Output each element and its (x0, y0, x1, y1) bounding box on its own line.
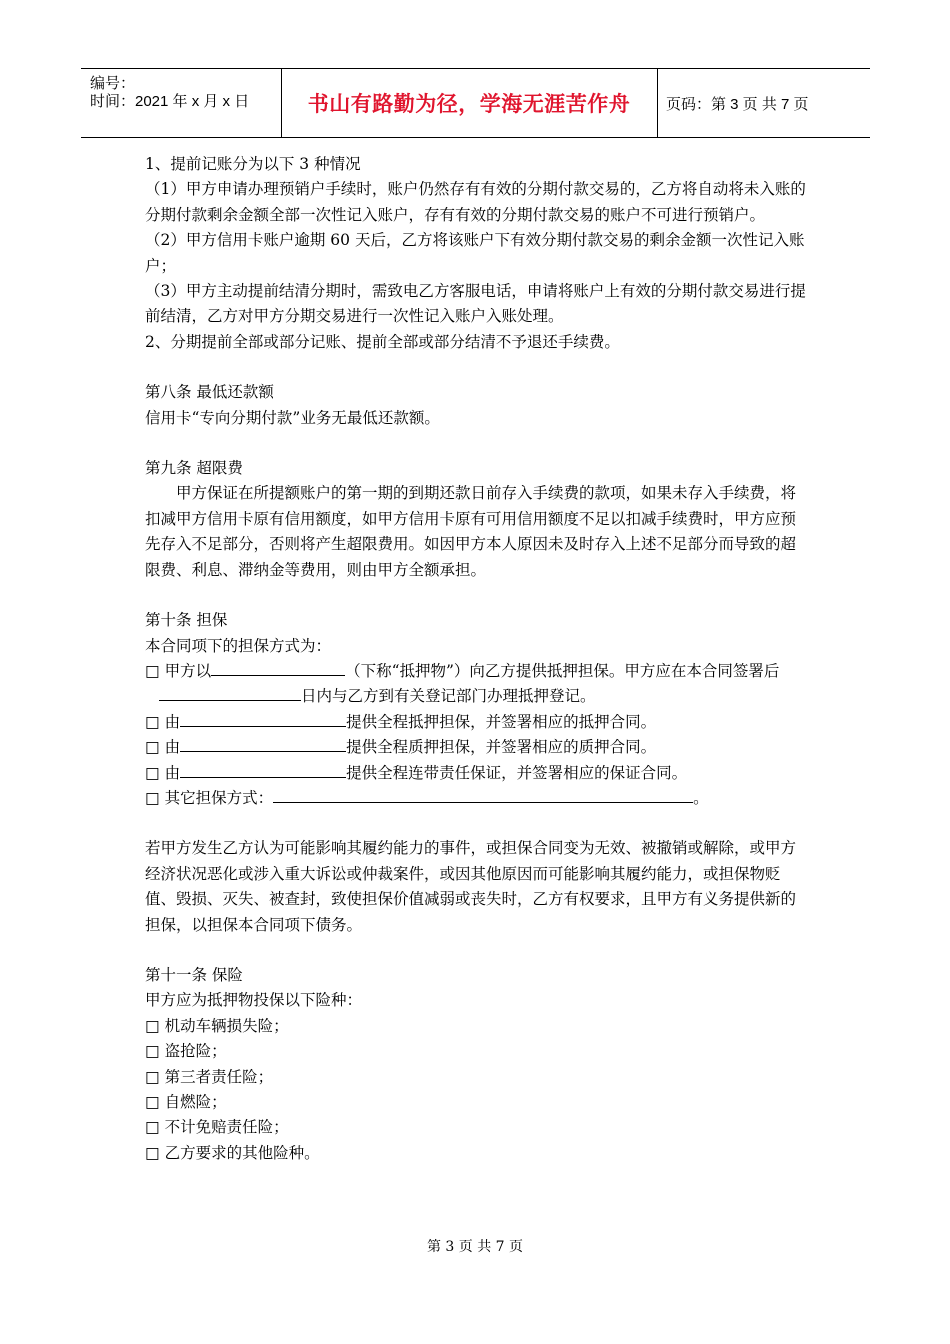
paragraph: （1）甲方申请办理预销户手续时，账户仍然存有有效的分期付款交易的，乙方将自动将未入账的分期付款剩余金额全部一次性记入账户，存有有效的分期付款交易的账户不可进行预销户。 (145, 180, 806, 224)
option-text: 日内与乙方到有关登记部门办理抵押登记。 (301, 687, 596, 706)
article-11-title: 第十一条 保险 (145, 965, 243, 984)
insurance-option: □ 机动车辆损失险； (145, 1016, 289, 1035)
option-text: （下称“抵押物”）向乙方提供抵押担保。甲方应在本合同签署后 (345, 661, 780, 680)
option-text: 。 (693, 788, 709, 807)
header-right-cell (658, 69, 870, 137)
insurance-option: □ 自燃险； (145, 1093, 227, 1111)
option-text: 提供全程连带责任保证，并签署相应的保证合同。 (346, 763, 688, 782)
fill-blank[interactable] (180, 761, 346, 778)
insurance-option: □ 盗抢险； (145, 1042, 227, 1061)
fill-blank[interactable] (180, 710, 346, 727)
article-9-title: 第九条 超限费 (145, 459, 243, 478)
header-motto-cell (281, 69, 658, 137)
option-prefix: □ 甲方以 (145, 661, 212, 680)
fill-blank[interactable] (273, 786, 693, 803)
guarantee-option-pledge (145, 735, 810, 760)
article-11-intro: 甲方应为抵押物投保以下险种： (145, 991, 363, 1010)
article-10-title: 第十条 担保 (145, 611, 228, 630)
header-page-code: 页码：第 3 页 共 7 页 (666, 95, 809, 113)
fill-blank[interactable] (180, 735, 346, 752)
paragraph: （3）甲方主动提前结清分期时，需致电乙方客服电话，申请将账户上有效的分期付款交易进行提前结清，乙方对甲方分期交易进行一次性记入账户入账处理。 (145, 282, 806, 326)
insurance-option: □ 不计免赔责任险； (145, 1118, 289, 1137)
document-body (145, 152, 810, 1166)
article-8-text: 信用卡“专向分期付款”业务无最低还款额。 (145, 408, 440, 427)
guarantee-option-other (145, 786, 810, 811)
article-9-text: 甲方保证在所提额账户的第一期的到期还款日前存入手续费的款项，如果未存入手续费，将扣减甲方信用卡原有信用额度，如甲方信用卡原有可用信用额度不足以扣减手续费时，甲方应预先存入不足部分，否则将产生超限费用。如因甲方本人原因未及时存入上述不足部分而导致的超限费、利息、滞纳金等费用，则由甲方全额承担。 (145, 484, 797, 579)
option-prefix: □ 由 (145, 738, 181, 757)
header-left-cell (81, 69, 282, 137)
guarantee-option-mortgage-self (145, 659, 810, 710)
option-prefix: □ 其它担保方式： (145, 788, 274, 807)
fill-blank[interactable] (211, 659, 345, 676)
page-footer: 第 3 页 共 7 页 (426, 1239, 524, 1255)
article-10-intro: 本合同项下的担保方式为： (145, 636, 332, 655)
document-header (81, 68, 870, 138)
article-10-paragraph: 若甲方发生乙方认为可能影响其履约能力的事件，或担保合同变为无效、被撤销或解除，或甲方经济状况恶化或涉入重大诉讼或仲裁案件，或因其他原因而可能影响其履约能力，或担保物贬值、毁损、灭失、被查封，致使担保价值减弱或丧失时，乙方有权要求，且甲方有义务提供新的担保，以担保本合同项下债务。 (145, 839, 797, 934)
paragraph: 2、分期提前全部或部分记账、提前全部或部分结清不予退还手续费。 (145, 332, 620, 351)
insurance-option: □ 第三者责任险； (145, 1067, 274, 1086)
paragraph: 1、提前记账分为以下 3 种情况 (145, 155, 361, 173)
option-text: 提供全程质押担保，并签署相应的质押合同。 (346, 738, 657, 757)
document-date: 时间：2021 年 x 月 x 日 (90, 93, 250, 110)
option-prefix: □ 由 (145, 712, 181, 731)
article-8-title: 第八条 最低还款额 (145, 383, 274, 402)
document-number-label: 编号： (90, 75, 136, 92)
fill-blank[interactable] (159, 684, 301, 701)
header-motto: 书山有路勤为径，学海无涯苦作舟 (307, 92, 631, 116)
guarantee-option-surety (145, 761, 810, 786)
insurance-option: □ 乙方要求的其他险种。 (145, 1143, 320, 1162)
option-prefix: □ 由 (145, 763, 181, 782)
paragraph: （2）甲方信用卡账户逾期 60 天后，乙方将该账户下有效分期付款交易的剩余金额一次性记入账户； (145, 231, 805, 275)
option-text: 提供全程抵押担保，并签署相应的抵押合同。 (346, 712, 657, 731)
guarantee-option-mortgage (145, 710, 810, 735)
